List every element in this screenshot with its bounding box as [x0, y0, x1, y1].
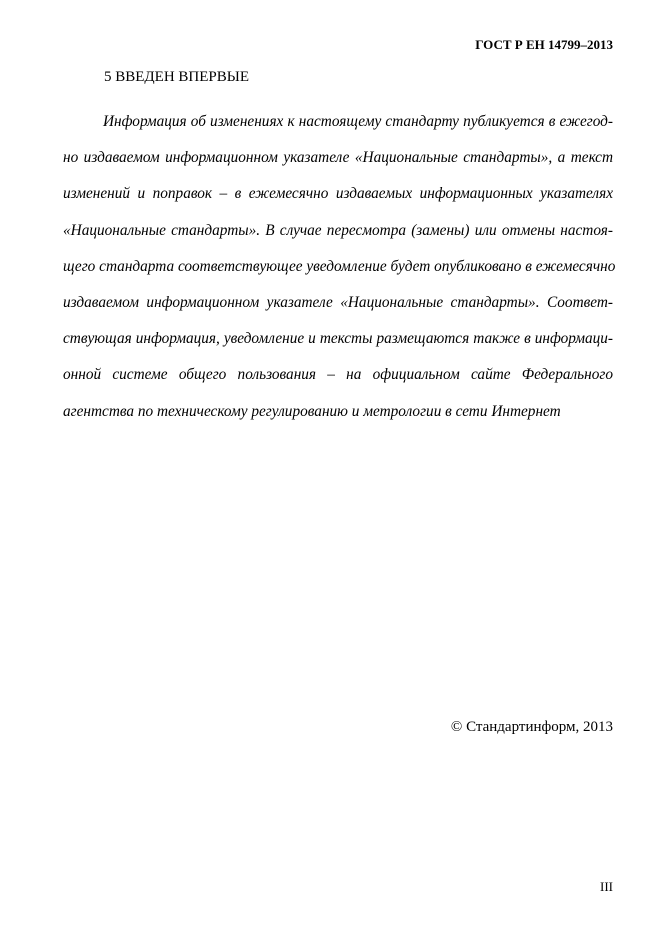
paragraph-line: агентства по техническому регулированию и метрологии в сети Интернет — [63, 402, 561, 420]
document-id-header: ГОСТ Р ЕН 14799–2013 — [475, 37, 613, 52]
notice-paragraph — [63, 110, 616, 436]
page-number: III — [600, 879, 613, 894]
copyright: © Стандартинформ, 2013 — [450, 719, 613, 735]
paragraph-line: издаваемом информационном указателе «Национальные стандарты». Соответ- — [63, 293, 613, 311]
paragraph-line: онной системе общего пользования – на официальном сайте Федерального — [63, 366, 613, 384]
paragraph-line: «Национальные стандарты». В случае пересмотра (замены) или отмены настоя- — [63, 221, 613, 239]
paragraph-line: щего стандарта соответствующее уведомление будет опубликовано в ежемесячно — [63, 257, 616, 275]
paragraph-line: но издаваемом информационном указателе «Национальные стандарты», а текст — [63, 149, 613, 167]
paragraph-line: изменений и поправок – в ежемесячно издаваемых информационных указателях — [63, 185, 613, 203]
section-heading: 5 ВВЕДЕН ВПЕРВЫЕ — [104, 69, 249, 85]
paragraph-line: Информация об изменениях к настоящему стандарту публикуется в ежегод- — [103, 113, 613, 130]
paragraph-line: ствующая информация, уведомление и тексты размещаются также в информаци- — [63, 330, 613, 348]
